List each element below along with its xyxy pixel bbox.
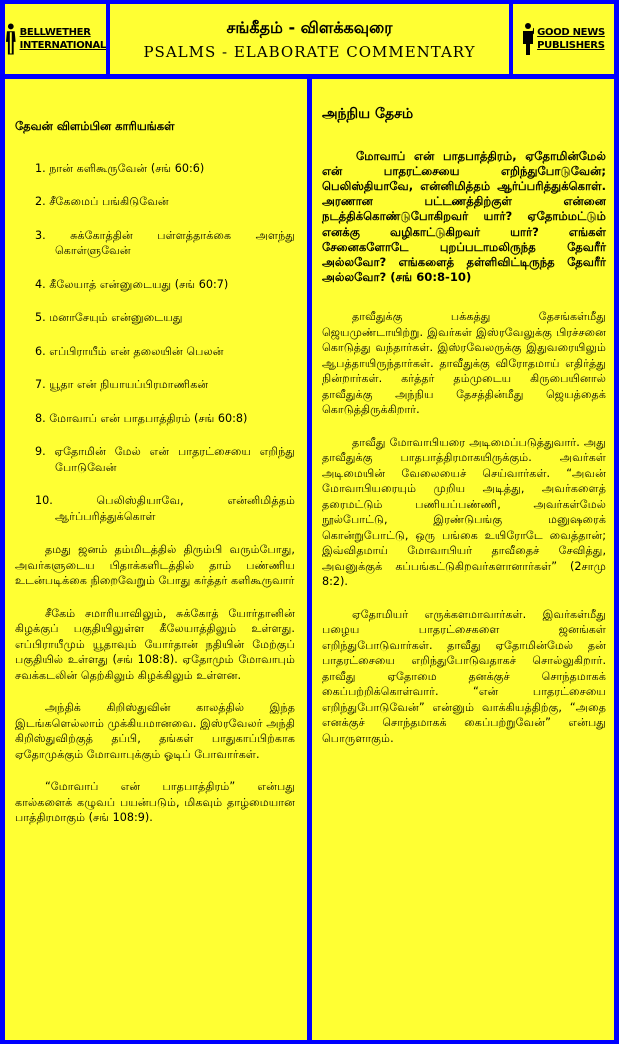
left-column [5, 79, 307, 1040]
left-paragraph: “மோவாப் என் பாதபாத்திரம்” என்பது கால்களைக் கழுவப் பயன்படும், மிகவும் தாழ்மையான பாத்திரமாகும் (சங் 108:9). [15, 780, 295, 824]
left-logo-line: INTERNATIONAL [19, 40, 106, 51]
right-logo-line: PUBLISHERS [537, 40, 605, 51]
list-item [15, 277, 295, 293]
list-item [15, 377, 295, 393]
list-item-text: 7. யூதா என் நியாயப்பிரமாணிகன் [35, 378, 209, 391]
list-item [15, 493, 295, 524]
right-logo-text [537, 26, 605, 52]
list-item-text: 2. சீகேமைப் பங்கிடுவேன் [35, 195, 169, 208]
list-item [15, 411, 295, 427]
right-paragraph: தாவீதுக்கு பக்கத்து தேசங்கள்மீது ஜெயமுண்டாயிற்று. இவர்கள் இஸ்ரவேலுக்கு பிரச்சனை கொடுத்து வந்தார்கள். இஸ்ரவேலருக்கு இதுவரையிலும் ஆபத்தாயிருந்தார்கள். தாவீதுக்கு விரோதமாய் எதிர்த்து நின்றார்கள். கர்த்தர் தம்முடைய கிருபையினால் தாவீதுக்கு அந்நிய தேசத்தின்மீது ஜெயத்தைக் கொடுத்திருக்கிறார். [322, 310, 606, 417]
title-tamil: சங்கீதம் - விளக்கவுரை [226, 18, 393, 37]
list-item-text: 5. மனாசேயும் என்னுடையது [35, 311, 183, 324]
list-item [15, 228, 295, 259]
list-item [15, 444, 295, 475]
list-item-text: 8. மோவாப் என் பாதபாத்திரம் (சங் 60:8) [35, 411, 248, 425]
right-logo-line: GOOD NEWS [537, 27, 605, 38]
left-logo-text [20, 26, 106, 52]
left-logo-line: BELLWETHER [19, 27, 91, 38]
list-item-text: 9. ஏதோமின் மேல் என் பாதரட்சையை எறிந்து போடுவேன் [35, 445, 295, 474]
list-item-text: 6. எப்பிராயீம் என் தலையின் பெலன் [35, 344, 224, 358]
list-item-text: 4. கீலேயாத் என்னுடையது (சங் 60:7) [35, 277, 229, 291]
good-news-figure-icon [522, 22, 534, 56]
list-item-text: 10. பெலிஸ்தியாவே, என்னிமித்தம் ஆர்ப்பரித்துக்கொள் [35, 494, 295, 523]
list-item [15, 344, 295, 360]
list-item-text: 3. சுக்கோத்தின் பள்ளத்தாக்கை அளந்து கொள்ளுவேன் [35, 228, 295, 257]
left-logo [5, 4, 106, 74]
list-item-text: 1. நான் களிகூருவேன் (சங் 60:6) [35, 161, 205, 175]
list-item [15, 161, 295, 177]
bellwether-figure-icon [5, 22, 17, 56]
left-paragraph: தமது ஜனம் தம்மிடத்தில் திரும்பி வரும்போது, அவர்களுடைய பிதாக்களிடத்தில் தாம் பண்ணிய உடன்படிக்கை நிறைவேறும் போது கர்த்தர் களிகூருவார் [15, 543, 295, 587]
promises-list [15, 161, 295, 525]
right-paragraph: தாவீது மோவாபியரை அடிமைப்படுத்துவார். அது தாவீதுக்கு பாதபாத்திரமாகயிருக்கும். அவர்கள் அடிமையின் வேலையைச் செய்வார்கள். “அவன் மோவாபியரையும் முறிய அடித்து, அவர்களைத் தரைமட்டும் பணியப்பண்ணி, அவர்கள்மேல் நூல்போட்டு, இரண்டுபங்கு மனுஷரைக் கொன்றுபோட்டு, ஒரு பங்கை உயிரோடே வைத்தான்; இவ்விதமாய் மோவாபியர் தாவீதைச் சேவித்து, அவனுக்குக் கப்பங்கட்டுகிறவர்களானார்கள்” (2சாமு 8:2). [322, 435, 606, 589]
list-item [15, 310, 295, 326]
left-heading: தேவன் விளம்பின காரியங்கள் [15, 119, 175, 133]
right-column [312, 79, 614, 1040]
right-paragraph: ஏதோமியர் எருக்களமாவார்கள். இவர்கள்மீது பழைய பாதரட்சைகளை ஜனங்கள் எறிந்துபோடுவார்கள். தாவீது ஏதோமின்மேல் தன் பாதரட்சையை எறிந்துபோடுவதாகச் சொல்லுகிறார். தாவீது ஏதோமை தனக்குச் சொந்தமாகக் கைப்பற்றிக்கொள்வார். “என் பாதரட்சையை எறிந்துபோடுவேன்” என்னும் வாக்கியத்திற்கு, “அதை எனக்குச் சொந்தமாகக் கைப்பற்றுவேன்” என்பது பொருளாகும். [322, 607, 606, 745]
left-paragraph: சீகேம் சமாரியாவிலும், சுக்கோத் யோர்தானின் கிழக்குப் பகுதியிலுள்ள கீலேயாத்திலும் உள்ளது. எப்பிராயீமும் யூதாவும் யோர்தான் நதியின் மேற்குப் பகுதியில் உள்ளது (சங் 108:8). ஏதோமும் மோவாபும் சவக்கடலின் தெற்கிலும் கிழக்கிலும் உள்ளன. [15, 606, 295, 682]
scripture-quote: மோவாப் என் பாதபாத்திரம், ஏதோமின்மேல் என் பாதரட்சையை எறிந்துபோடுவேன்; பெலிஸ்தியாவே, என்னிமித்தம் ஆர்ப்பரித்துக்கொள். அரணான பட்டணத்திற்குள் என்னை நடத்திக்கொண்டுபோகிறவர் யார்? ஏதோம்மட்டும் எனக்கு வழிகாட்டுகிறவர் யார்? எங்கள் சேனைகளோடே புறப்படாமலிருந்த தேவரீர் அல்லவோ? எங்களைத் தள்ளிவிட்டிருந்த தேவரீர் அல்லவோ? (சங் 60:8-10) [322, 148, 606, 285]
left-paragraph: அந்திக் கிறிஸ்துவின் காலத்தில் இந்த இடங்களெல்லாம் முக்கியமானவை. இஸ்ரவேலர் அந்தி கிறிஸ்துவிற்குத் தப்பி, தங்கள் பாதுகாப்பிற்காக ஏதோமுக்கும் மோவாபுக்கும் ஓடிப் போவார்கள். [15, 701, 295, 761]
title-english: PSALMS - ELABORATE COMMENTARY [143, 43, 476, 61]
list-item [15, 194, 295, 210]
page-header [110, 4, 509, 74]
right-heading: அந்நிய தேசம் [322, 106, 414, 122]
right-logo [513, 4, 614, 74]
